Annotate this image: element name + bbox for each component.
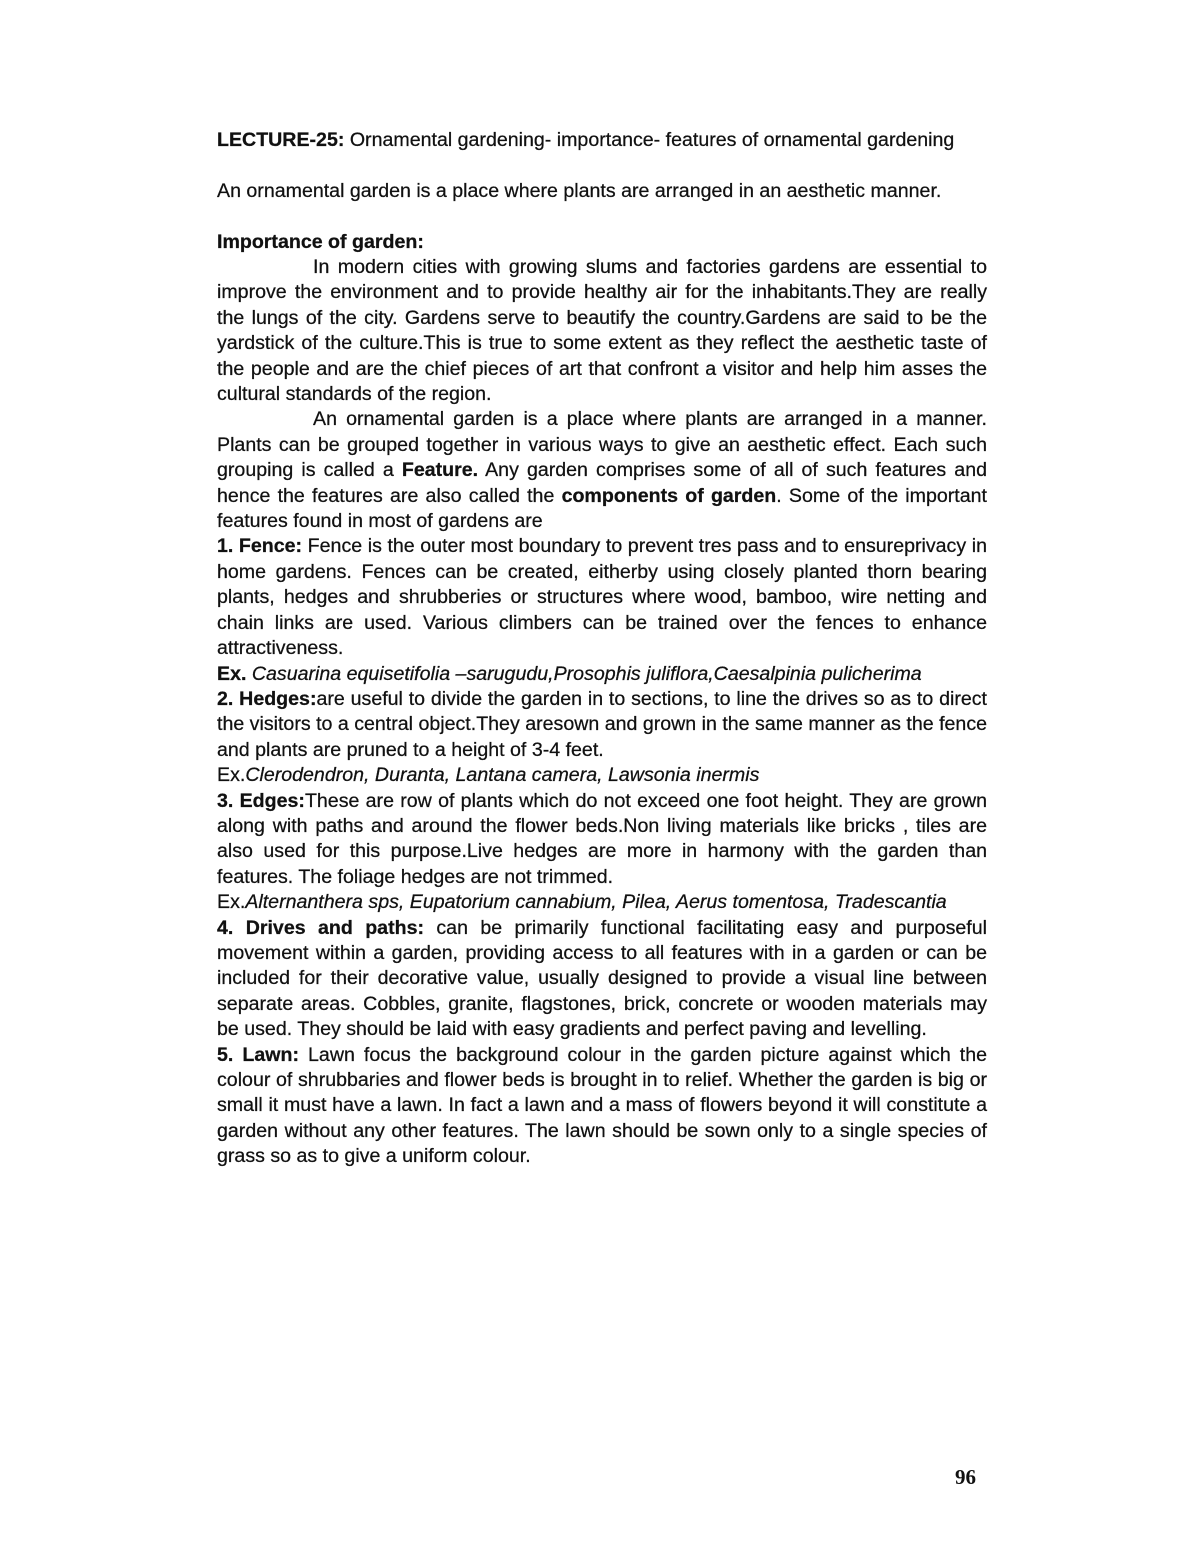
feature-hedges-label: 2. Hedges: [217, 687, 317, 710]
example-label: Ex. [217, 662, 247, 685]
page-number: 96 [955, 1465, 976, 1489]
feature-drives-paths-text: can be primarily functional facilitating easy and purposeful movement within a garden, providing access to all features with in a garden or can be included for their decorative value, usually designed to provide a visual line between separate areas. Cobbles, granite, flagstones, brick, concrete or wooden materials may be used. They should be laid with easy gradients and perfect paving and levelling. [217, 916, 987, 1041]
feature-fence-text: Fence is the outer most boundary to prevent tres pass and to ensureprivacy in home gardens. Fences can be created, eitherby using closely planted thorn bearing plants, hedges and shrubberies or structures where wood, bamboo, wire netting and chain links are used. Various climbers can be trained over the fences to enhance attractiveness. [217, 535, 987, 660]
feature-edges-text: These are row of plants which do not exceed one foot height. They are grown along with paths and around the flower beds.Non living materials like bricks , tiles are also used for this purpose.Live hedges are more in harmony with the garden than features. The foliage hedges are not trimmed. [217, 789, 987, 888]
feature-hedges-text: are useful to divide the garden in to sections, to line the drives so as to direct the visitors to a central object.They aresown and grown in the same manner as the fence and plants are pruned to a height of 3-4 feet. [217, 687, 988, 761]
importance-paragraph: In modern cities with growing slums and factories gardens are essential to improve the environment and to provide healthy air for the inhabitants.They are really the lungs of the city. Gardens serve to beautify the country.Gardens are said to be the yardstick of the culture.This is true to some extent as they reflect the aesthetic taste of the people and are the chief pieces of art that confront a visitor and help him asses the cultural standards of the region. [217, 256, 987, 406]
importance-heading-text: Importance of garden: [217, 230, 424, 253]
example-text: Casuarina equisetifolia –sarugudu,Prosophis juliflora,Caesalpinia pulicherima [246, 662, 922, 685]
lecture-label: LECTURE-25: [217, 129, 345, 151]
features-intro-text-b: Any garden comprises some of all of such features and hence the features are also called the [217, 459, 987, 507]
features-intro-paragraph [217, 407, 987, 534]
feature-fence [217, 534, 987, 661]
feature-lawn-text: Lawn focus the background colour in the garden picture against which the colour of shrubbaries and flower beds is brought in to relief. Whether the garden is big or small it must have a lawn. In fact a lawn and a mass of flowers beyond it will constitute a garden without any other features. The lawn should be sown only to a single species of grass so as to give a uniform colour. [217, 1043, 987, 1168]
features-intro-text-a: An ornamental garden is a place where plants are arranged in a manner. Plants can be grouped together in various ways to give an aesthetic effect. Each such grouping is called a [217, 408, 987, 482]
example-label: Ex. [217, 764, 246, 787]
example-text: Clerodendron, Duranta, Lantana camera, Lawsonia inermis [245, 764, 760, 787]
feature-fence-example [217, 662, 987, 687]
feature-term: Feature. [401, 459, 479, 482]
feature-edges [217, 789, 987, 891]
feature-hedges-example [217, 763, 987, 788]
features-intro-text-c: . Some of the important features found in most of gardens are [217, 484, 987, 533]
feature-lawn [217, 1043, 987, 1170]
components-term: components of garden [561, 484, 777, 507]
feature-lawn-label: 5. Lawn: [217, 1043, 299, 1066]
importance-heading [217, 230, 987, 255]
intro-paragraph: An ornamental garden is a place where plants are arranged in an aesthetic manner. [217, 179, 942, 202]
example-label: Ex. [217, 891, 246, 914]
feature-fence-label: 1. Fence: [217, 535, 303, 558]
example-text: Alternanthera sps, Eupatorium cannabium, Pilea, Aerus tomentosa, Tradescantia [245, 891, 947, 914]
feature-hedges [217, 687, 987, 763]
feature-edges-label: 3. Edges: [217, 789, 305, 812]
feature-drives-paths [217, 916, 987, 1043]
lecture-title-text: Ornamental gardening- importance- features of ornamental gardening [344, 129, 955, 151]
feature-edges-example [217, 890, 987, 915]
lecture-title [217, 128, 987, 153]
feature-drives-paths-label: 4. Drives and paths: [217, 916, 424, 939]
lecture-page [217, 128, 987, 1170]
